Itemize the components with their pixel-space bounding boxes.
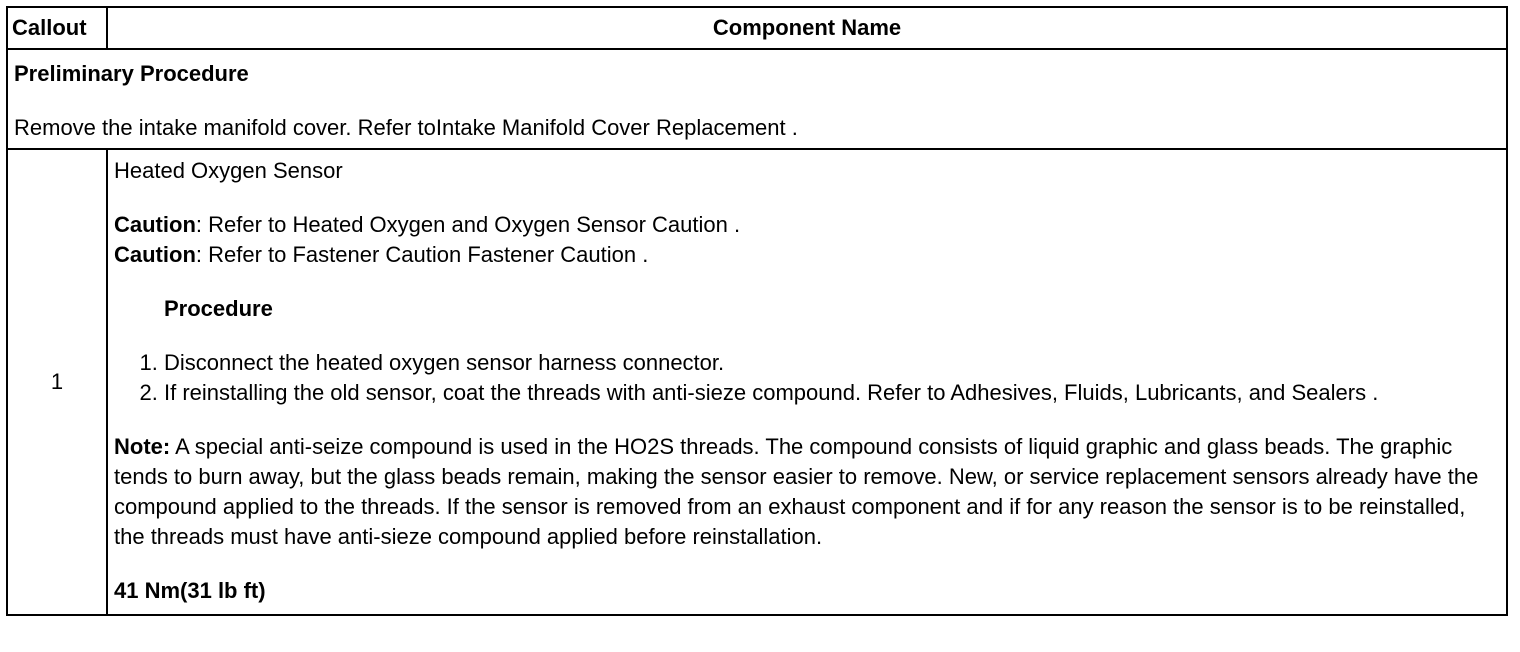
- preliminary-cell: [7, 49, 1507, 149]
- header-row: [7, 7, 1507, 49]
- caution-line: [114, 240, 1500, 270]
- caution-label: Caution: [114, 242, 196, 267]
- note-text: A special anti-seize compound is used in the HO2S threads. The compound consists of liquid graphic and glass beads. The graphic tends to burn away, but the glass beads remain, making the sensor easier to remove. New, or service replacement sensors already have the compound applied to the threads. If the sensor is removed from an exhaust component and if for any reason the sensor is to be reinstalled, the threads must have anti-sieze compound applied before reinstallation.: [114, 434, 1479, 549]
- callout-header: Callout: [7, 7, 107, 49]
- caution-label: Caution: [114, 212, 196, 237]
- procedure-title: Procedure: [164, 296, 273, 321]
- caution-line: [114, 210, 1500, 240]
- procedure-step: 2. If reinstalling the old sensor, coat the threads with anti-sieze compound. Refer to Adhesives, Fluids, Lubricants, and Sealers .: [164, 378, 1500, 408]
- component-name-header: Component Name: [107, 7, 1507, 49]
- torque-spec: 41 Nm(31 lb ft): [114, 578, 266, 603]
- component-row: [7, 149, 1507, 615]
- note-label: Note:: [114, 434, 171, 459]
- preliminary-text: Remove the intake manifold cover. Refer toIntake Manifold Cover Replacement .: [14, 115, 798, 140]
- preliminary-title: Preliminary Procedure: [14, 61, 249, 86]
- procedure-steps: [114, 348, 1500, 408]
- component-content: [107, 149, 1507, 615]
- callout-number: 1: [7, 149, 107, 615]
- procedure-step: 1. Disconnect the heated oxygen sensor harness connector.: [164, 348, 1500, 378]
- caution-text: : Refer to Fastener Caution Fastener Caution .: [195, 242, 649, 267]
- note-paragraph: [114, 432, 1500, 552]
- component-table: [6, 6, 1508, 616]
- caution-text: : Refer to Heated Oxygen and Oxygen Sensor Caution .: [195, 212, 741, 237]
- component-title: Heated Oxygen Sensor: [114, 158, 343, 183]
- preliminary-row: [7, 49, 1507, 149]
